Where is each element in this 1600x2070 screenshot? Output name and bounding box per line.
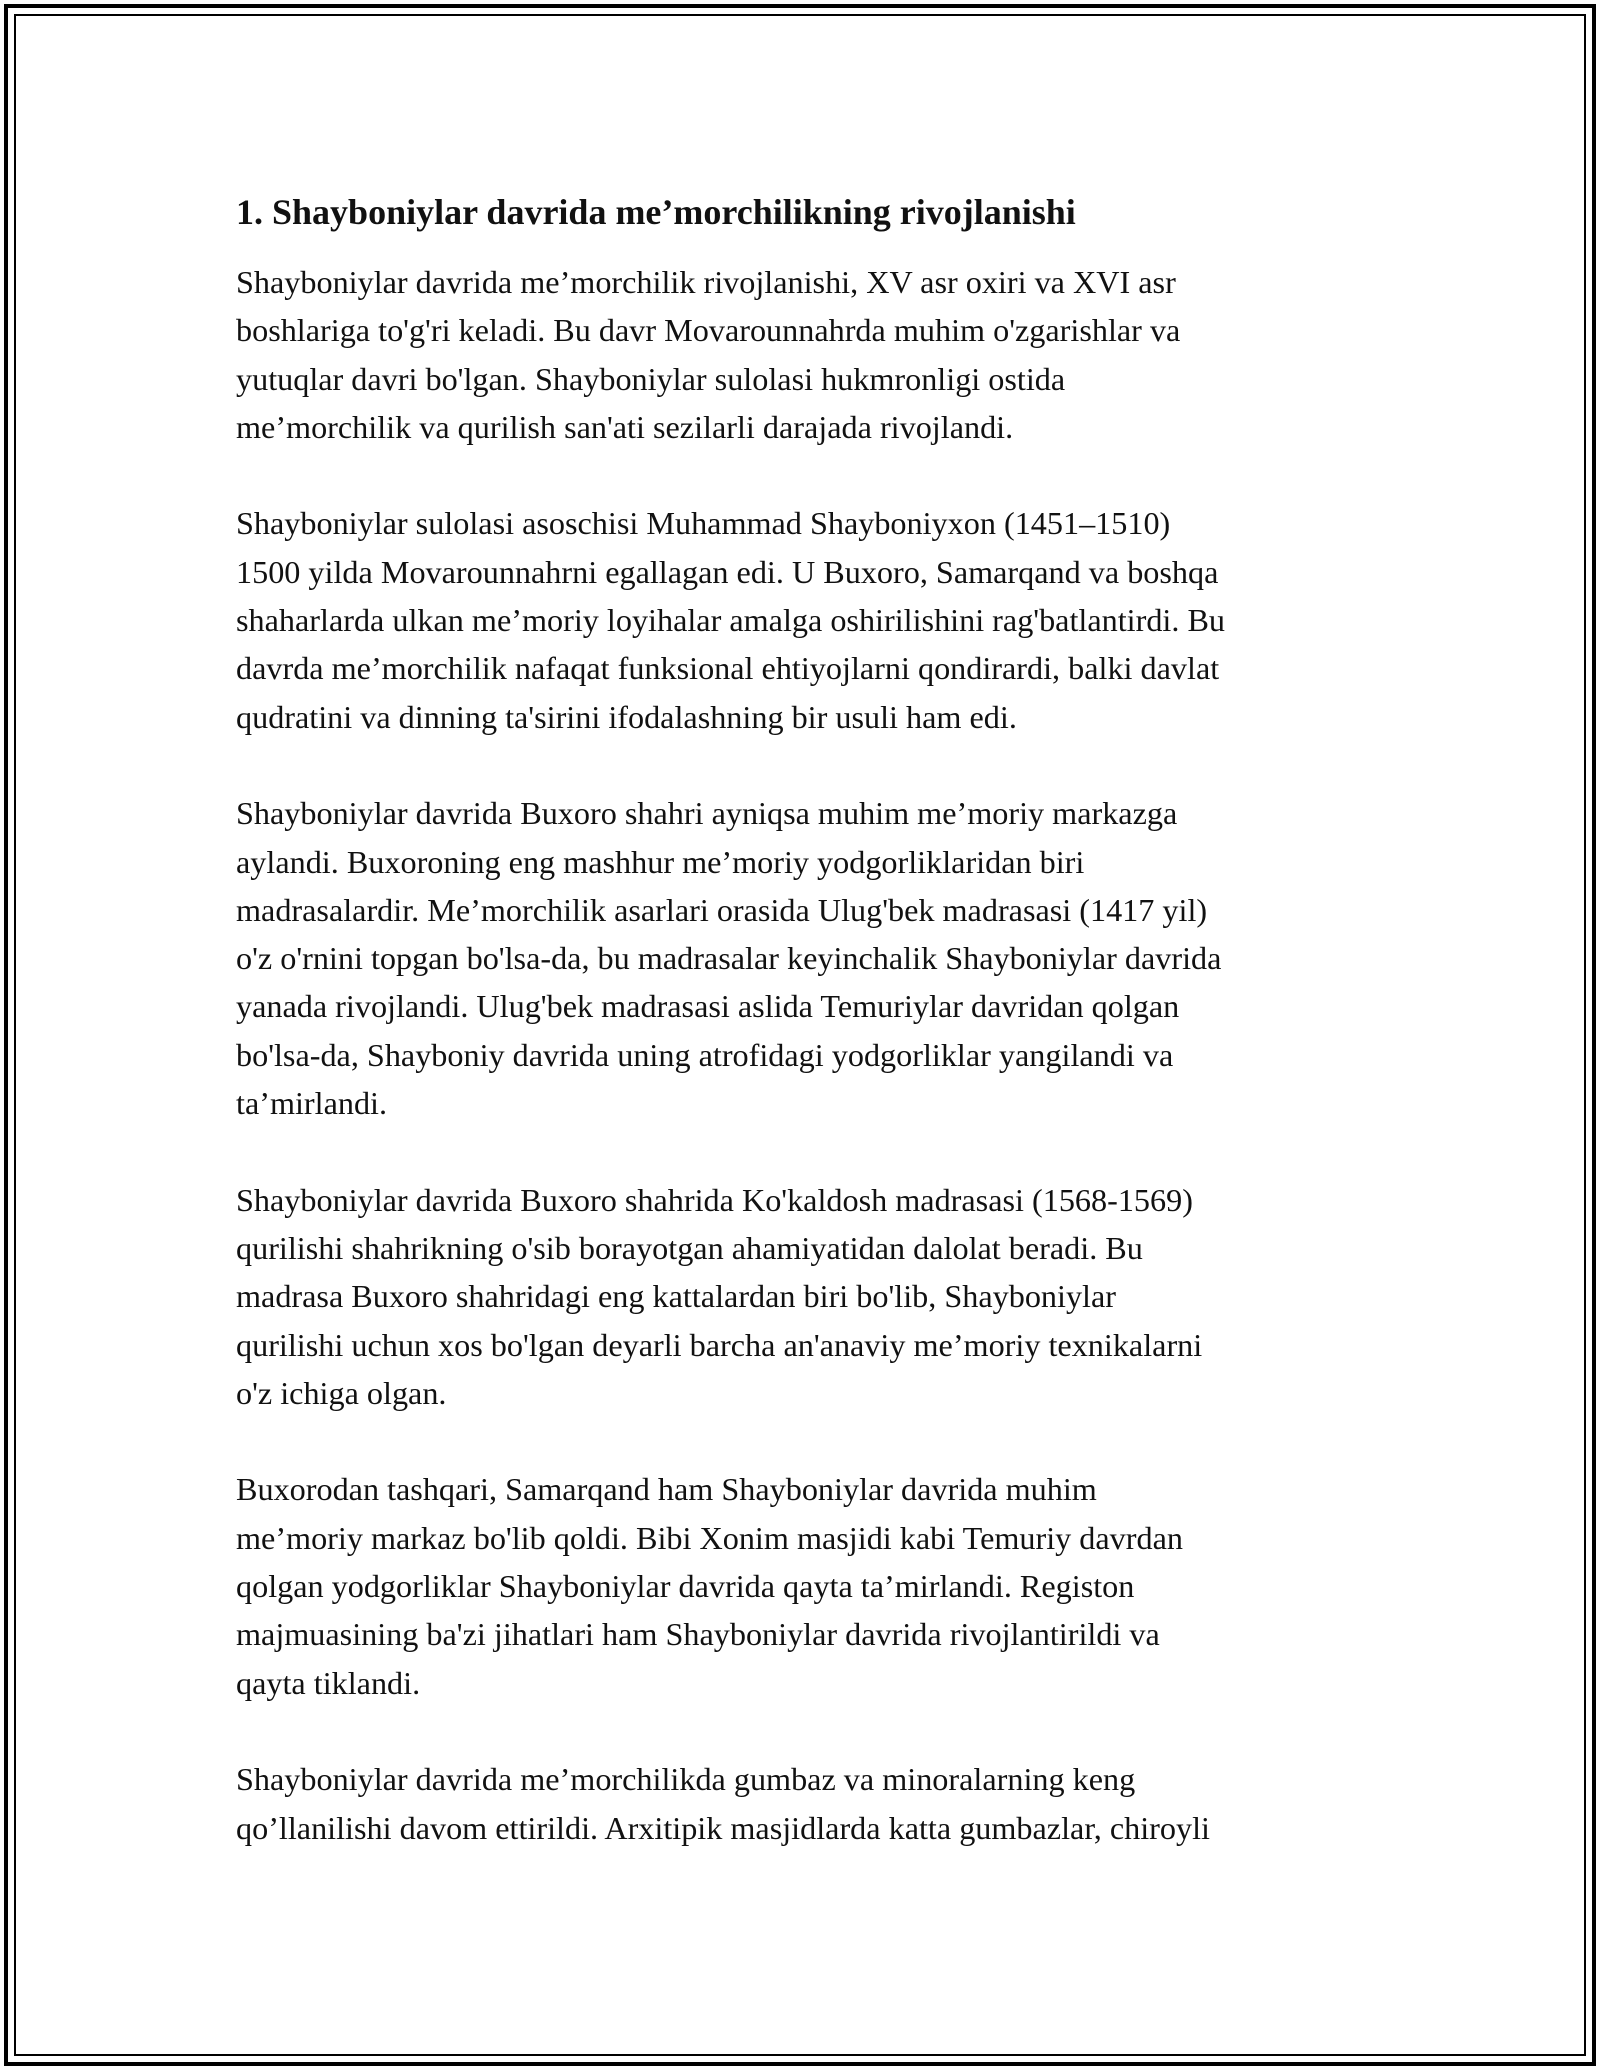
paragraph xyxy=(236,1176,1366,1417)
text-line: boshlariga to'g'ri keladi. Bu davr Movarounnahrda muhim o'zgarishlar va xyxy=(236,312,1181,349)
paragraph-list xyxy=(236,258,1366,1852)
text-line: me’moriy markaz bo'lib qoldi. Bibi Xonim masjidi kabi Temuriy davrdan xyxy=(236,1519,1183,1556)
text-line: 1500 yilda Movarounnahrni egallagan edi. U Buxoro, Samarqand va boshqa xyxy=(236,553,1219,590)
paragraph xyxy=(236,1465,1366,1706)
text-line: majmuasining ba'zi jihatlari ham Shayboniylar davrida rivojlantirildi va xyxy=(236,1616,1160,1653)
text-line: madrasa Buxoro shahridagi eng kattalardan biri bo'lib, Shayboniylar xyxy=(236,1278,1117,1315)
text-line: me’morchilik va qurilish san'ati sezilarli darajada rivojlandi. xyxy=(236,408,1014,445)
paragraph xyxy=(236,499,1366,740)
paragraph xyxy=(236,258,1366,451)
section-heading: 1. Shayboniylar davrida me’morchilikning rivojlanishi xyxy=(236,192,1076,232)
text-line: aylandi. Buxoroning eng mashhur me’moriy yodgorliklaridan biri xyxy=(236,843,1085,880)
paragraph xyxy=(236,789,1366,1127)
text-line: o'z o'rnini topgan bo'lsa-da, bu madrasalar keyinchalik Shayboniylar davrida xyxy=(236,940,1222,977)
text-line: o'z ichiga olgan. xyxy=(236,1374,447,1411)
text-line: shaharlarda ulkan me’moriy loyihalar amalga oshirilishini rag'batlantirdi. Bu xyxy=(236,602,1226,639)
text-line: Shayboniylar davrida me’morchilikda gumbaz va minoralarning keng xyxy=(236,1761,1136,1798)
text-line: Shayboniylar davrida Buxoro shahri ayniqsa muhim me’moriy markazga xyxy=(236,795,1178,832)
document-body xyxy=(236,188,1366,1900)
text-line: davrda me’morchilik nafaqat funksional ehtiyojlarni qondirardi, balki davlat xyxy=(236,650,1220,687)
text-line: madrasalardir. Me’morchilik asarlari orasida Ulug'bek madrasasi (1417 yil) xyxy=(236,891,1208,928)
text-line: qudratini va dinning ta'sirini ifodalashning bir usuli ham edi. xyxy=(236,698,1017,735)
text-line: bo'lsa-da, Shayboniy davrida uning atrofidagi yodgorliklar yangilandi va xyxy=(236,1036,1174,1073)
paragraph xyxy=(236,1755,1366,1852)
text-line: qurilishi uchun xos bo'lgan deyarli barcha an'anaviy me’moriy texnikalarni xyxy=(236,1326,1203,1363)
text-line: qo’llanilishi davom ettirildi. Arxitipik masjidlarda katta gumbazlar, chiroyli xyxy=(236,1809,1210,1846)
text-line: Shayboniylar davrida me’morchilik rivojlanishi, XV asr oxiri va XVI asr xyxy=(236,264,1176,300)
text-line: yanada rivojlandi. Ulug'bek madrasasi aslida Temuriylar davridan qolgan xyxy=(236,988,1180,1025)
text-line: Shayboniylar davrida Buxoro shahrida Ko'kaldosh madrasasi (1568-1569) xyxy=(236,1181,1193,1218)
text-line: ta’mirlandi. xyxy=(236,1085,388,1122)
text-line: yutuqlar davri bo'lgan. Shayboniylar sulolasi hukmronligi ostida xyxy=(236,360,1066,397)
text-line: qayta tiklandi. xyxy=(236,1664,421,1701)
text-line: qurilishi shahrikning o'sib borayotgan ahamiyatidan dalolat beradi. Bu xyxy=(236,1229,1143,1266)
text-line: Buxorodan tashqari, Samarqand ham Shayboniylar davrida muhim xyxy=(236,1471,1097,1508)
text-line: Shayboniylar sulolasi asoschisi Muhammad Shayboniyxon (1451–1510) xyxy=(236,505,1171,542)
text-line: qolgan yodgorliklar Shayboniylar davrida qayta ta’mirlandi. Registon xyxy=(236,1568,1135,1605)
